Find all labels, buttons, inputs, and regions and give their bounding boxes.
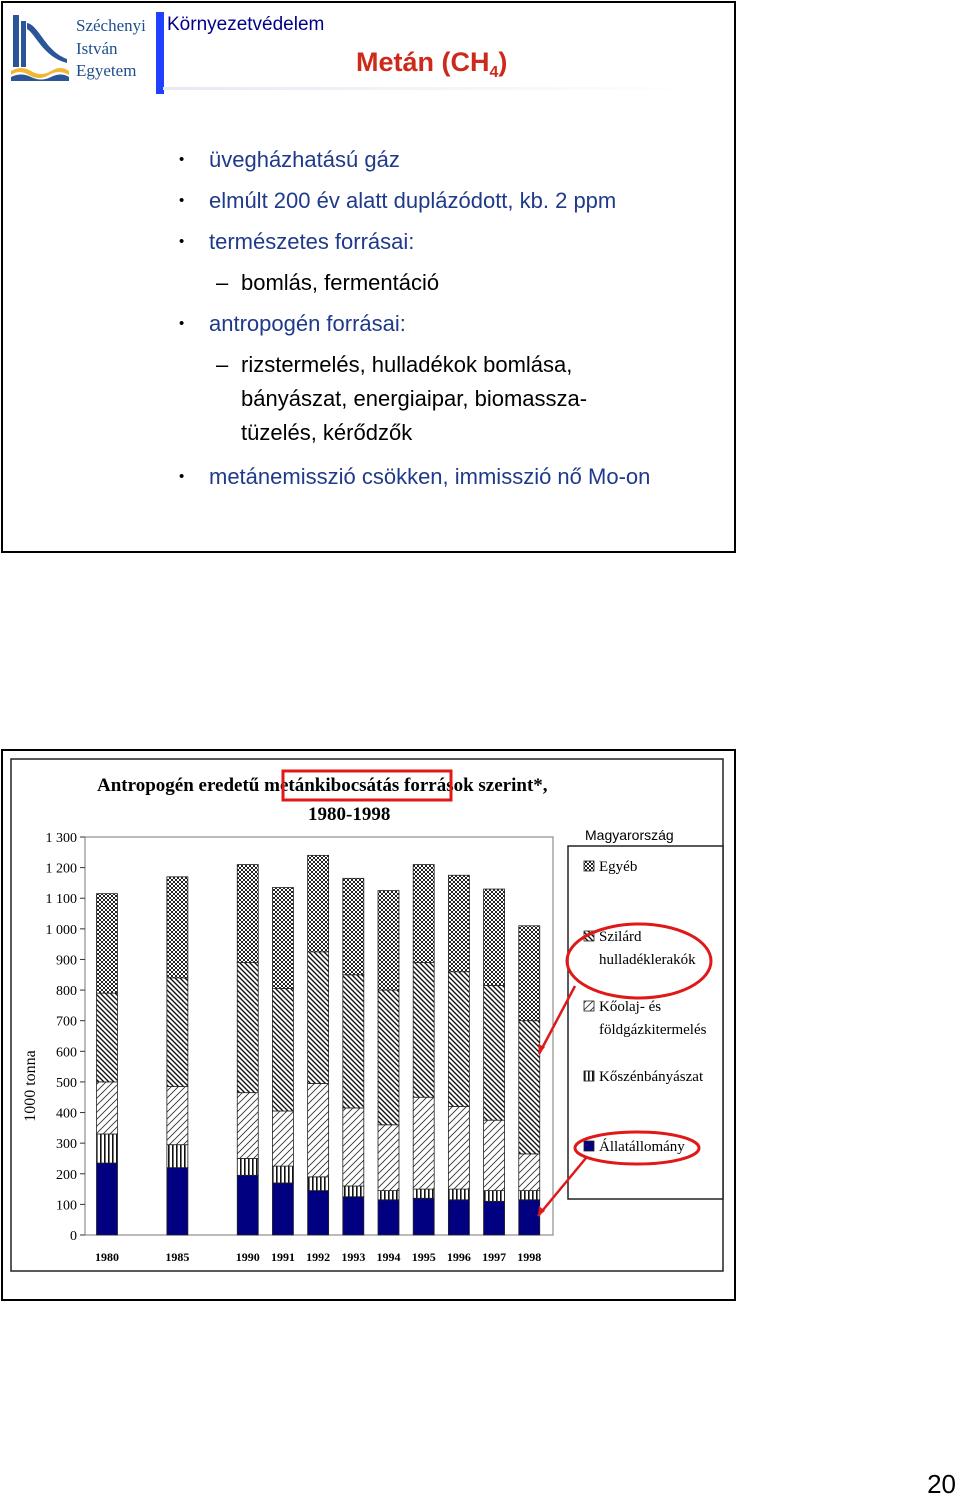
legend-label: hulladéklerakók (599, 952, 696, 968)
x-tick-label: 1995 (411, 1250, 436, 1264)
bar-segment (167, 877, 188, 978)
legend-label: Kőszénbányászat (599, 1069, 704, 1085)
bar-segment (448, 972, 469, 1107)
bar-segment (272, 888, 293, 989)
bar-segment (167, 1087, 188, 1145)
bar-segment (237, 865, 258, 963)
bar-segment (343, 878, 364, 974)
bar-segment (308, 952, 329, 1084)
y-tick-label: 1 100 (45, 892, 77, 908)
x-tick-label: 1990 (235, 1250, 260, 1264)
university-line-1: Széchenyi (76, 16, 146, 35)
y-tick-label: 300 (56, 1137, 77, 1153)
title-end: ) (498, 47, 508, 77)
legend-swatch (584, 1071, 594, 1081)
bar-segment (272, 989, 293, 1111)
legend-label: Kőolaj- és (599, 999, 662, 1015)
legend-swatch (584, 861, 594, 871)
university-line-2: István (76, 38, 118, 58)
bar-segment (308, 855, 329, 951)
bar-segment (378, 1200, 399, 1235)
slide-methane-text (1, 1, 736, 553)
emission-chart (3, 751, 734, 1299)
y-tick-label: 1 200 (45, 861, 77, 877)
y-tick-label: 900 (56, 953, 77, 969)
bar-segment (448, 875, 469, 971)
bar-segment (237, 963, 258, 1093)
bar-segment (378, 1125, 399, 1191)
x-tick-label: 1994 (376, 1250, 401, 1264)
bar-segment (237, 1093, 258, 1159)
bar-segment (272, 1111, 293, 1166)
bar-segment (448, 1189, 469, 1200)
y-tick-label: 200 (56, 1167, 77, 1183)
title-main: Metán (CH (356, 47, 490, 77)
bar-segment (97, 1134, 118, 1163)
bar-segment (378, 1191, 399, 1200)
bar-segment (343, 975, 364, 1108)
bar-segment (343, 1197, 364, 1235)
legend-title: Magyarország (585, 827, 674, 843)
y-tick-label: 1 000 (45, 922, 77, 938)
y-tick-label: 800 (56, 984, 77, 1000)
bar-segment (484, 889, 505, 985)
university-line-3: Egyetem (76, 61, 137, 80)
bar-segment (448, 1200, 469, 1235)
x-tick-label: 1992 (306, 1250, 331, 1264)
bar-segment (167, 978, 188, 1087)
x-tick-label: 1985 (165, 1250, 190, 1264)
y-tick-label: 500 (56, 1075, 77, 1091)
bar-segment (308, 1177, 329, 1191)
bar-segment (519, 1200, 540, 1235)
bar-segment (97, 1082, 118, 1134)
legend-label: földgázkitermelés (599, 1022, 707, 1038)
bar-segment (519, 926, 540, 1021)
bar-segment (308, 1083, 329, 1176)
bar-segment (519, 1021, 540, 1154)
course-name: Környezetvédelem (167, 14, 325, 35)
bar-segment (97, 894, 118, 994)
bar-segment (413, 1189, 434, 1198)
y-axis-label: 1000 tonna (22, 1050, 39, 1122)
x-tick-label: 1998 (517, 1250, 542, 1264)
legend-label: Állatállomány (599, 1139, 685, 1155)
x-tick-label: 1991 (270, 1250, 295, 1264)
bar-segment (167, 1168, 188, 1235)
bar-segment (272, 1166, 293, 1183)
bar-segment (167, 1145, 188, 1168)
slide-methane-chart (1, 749, 736, 1301)
bar-segment (97, 1163, 118, 1235)
x-tick-label: 1980 (95, 1250, 119, 1264)
bar-segment (484, 1120, 505, 1190)
bullet-list: • üvegházhatású gáz • elmúlt 200 év alatt duplázódott, kb. 2 ppm • természetes forrásai: – bomlás, fermentáció • antropogén forrásai: – rizstermelés, hulladékok bomlása, bányászat, energiaipar, biomassza- tüzelés, kérődzők • metánemisszió csökken, immisszió nő Mo-on (179, 147, 651, 489)
bar-segment (378, 990, 399, 1125)
bar-segment (413, 865, 434, 963)
bar-segment (413, 963, 434, 1098)
y-tick-label: 0 (70, 1229, 77, 1244)
chart-title-line1: Antropogén eredetű metánkibocsátás források szerint*, (97, 775, 548, 796)
x-tick-label: 1993 (341, 1250, 366, 1264)
bar-segment (237, 1175, 258, 1235)
x-tick-label: 1997 (482, 1250, 507, 1264)
legend-swatch (584, 1001, 594, 1011)
y-tick-label: 700 (56, 1014, 77, 1030)
bar-segment (237, 1158, 258, 1175)
bar-segment (484, 1201, 505, 1235)
legend-label: Egyéb (599, 859, 638, 875)
y-tick-label: 400 (56, 1106, 77, 1122)
bar-segment (413, 1097, 434, 1189)
bar-segment (378, 891, 399, 991)
y-tick-label: 600 (56, 1045, 77, 1061)
y-tick-label: 100 (56, 1198, 77, 1214)
chart-title-line2: 1980-1998 (308, 804, 391, 825)
bar-segment (484, 1191, 505, 1202)
x-tick-label: 1996 (446, 1250, 471, 1264)
page-number: 20 (927, 1469, 956, 1499)
bar-segment (308, 1191, 329, 1235)
bar-segment (272, 1183, 293, 1235)
bar-segment (343, 1186, 364, 1197)
y-tick-label: 1 300 (45, 831, 77, 846)
legend-label: Szilárd (599, 929, 642, 945)
legend-swatch (584, 1141, 594, 1151)
title-subscript: 4 (489, 64, 499, 81)
bar-segment (343, 1108, 364, 1186)
bar-segment (519, 1154, 540, 1191)
bar-segment (97, 993, 118, 1082)
bar-segment (519, 1191, 540, 1200)
bar-segment (484, 985, 505, 1120)
bar-segment (448, 1106, 469, 1189)
bar-segment (413, 1198, 434, 1235)
